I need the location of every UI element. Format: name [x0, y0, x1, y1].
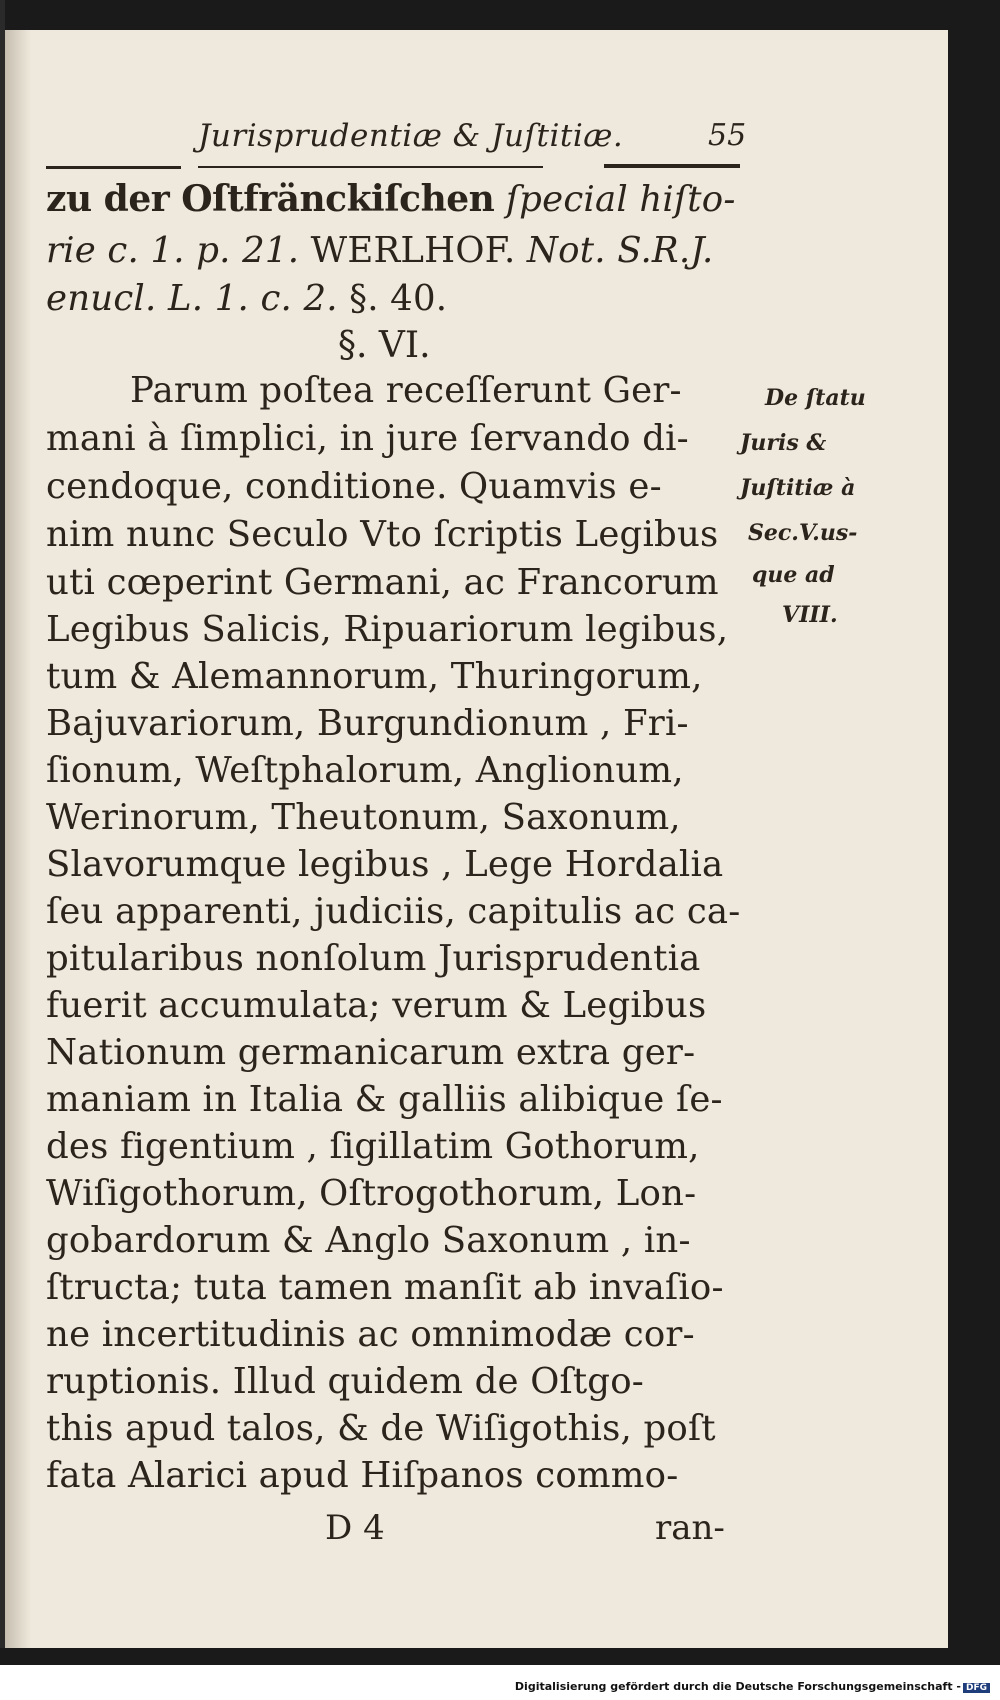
body-line: cendoque, conditione. Quamvis e- — [46, 466, 662, 507]
dfg-logo: DFG — [963, 1683, 990, 1693]
marginal-note-line: Juris & — [740, 430, 827, 456]
body-line: this apud talos, & de Wiſigothis, poſt — [46, 1408, 716, 1449]
body-line: Wiſigothorum, Oſtrogothorum, Lon- — [46, 1173, 697, 1214]
body-line: fata Alarici apud Hiſpanos commo- — [46, 1455, 679, 1496]
body-line: ne incertitudinis ac omnimodæ cor- — [46, 1314, 695, 1355]
italic-text: rie c. 1. p. 21. — [46, 230, 300, 271]
scan-border-right — [948, 0, 1000, 1665]
body-line: ſionum, Weſtphalorum, Anglionum, — [46, 750, 684, 791]
header-rule-right — [604, 164, 740, 168]
funding-credit-text: Digitalisierung gefördert durch die Deutsche Forschungsgemeinschaft - — [514, 1680, 961, 1693]
italic-text: enucl. L. 1. c. 2. — [46, 278, 338, 319]
marginal-note-line: Juſtitiæ à — [740, 475, 856, 501]
paragraph-ref: §. 40. — [337, 278, 448, 319]
reference-line — [46, 178, 736, 220]
signature-mark: D 4 — [325, 1508, 385, 1548]
italic-text: ſpecial hiſto- — [494, 179, 736, 220]
body-line: Nationum germanicarum extra ger- — [46, 1032, 696, 1073]
scan-border-bottom — [0, 1648, 948, 1665]
body-line: gobardorum & Anglo Saxonum , in- — [46, 1220, 691, 1261]
body-line: Legibus Salicis, Ripuariorum legibus, — [46, 609, 729, 650]
reference-line — [46, 230, 714, 271]
body-line: Werinorum, Theutonum, Saxonum, — [46, 797, 681, 838]
running-title: Jurisprudentiæ & Juſtitiæ. — [198, 118, 624, 154]
marginal-note-line: VIII. — [782, 602, 838, 628]
italic-text: Not. S.R.J. — [526, 230, 714, 271]
body-line: tum & Alemannorum, Thuringorum, — [46, 656, 703, 697]
body-line: Bajuvariorum, Burgundionum , Fri- — [46, 703, 689, 744]
header-rule-left — [46, 166, 181, 169]
body-line: nim nunc Seculo Vto ſcriptis Legibus — [46, 514, 719, 555]
body-line: maniam in Italia & galliis alibique ſe- — [46, 1079, 723, 1120]
marginal-note-line: Sec.V.us- — [748, 520, 858, 546]
body-line: des figentium , ſigillatim Gothorum, — [46, 1126, 700, 1167]
scan-border-top — [0, 0, 1000, 30]
fraktur-text: zu der Oſtfränckiſchen — [46, 178, 495, 220]
body-line: uti cœperint Germani, ac Francorum — [46, 562, 719, 603]
book-page — [5, 30, 948, 1648]
body-line: ſeu apparenti, judiciis, capitulis ac ca- — [46, 891, 741, 932]
body-line: Slavorumque legibus , Lege Hordalia — [46, 844, 724, 885]
page-number: 55 — [708, 118, 747, 153]
section-heading: §. VI. — [338, 325, 431, 366]
body-line: fuerit accumulata; verum & Legibus — [46, 985, 707, 1026]
catchword: ran- — [655, 1508, 725, 1548]
funding-credit — [515, 1680, 990, 1693]
body-line: ſtructa; tuta tamen manſit ab invaſio- — [46, 1267, 724, 1308]
body-line: Parum poſtea receſſerunt Ger- — [130, 370, 682, 411]
marginal-note-line: De ſtatu — [765, 385, 866, 411]
author-name: WERLHOF. — [299, 230, 527, 271]
body-line: mani à ſimplici, in jure ſervando di- — [46, 418, 689, 459]
reference-line — [46, 278, 447, 319]
marginal-note-line: que ad — [752, 562, 835, 588]
body-line: pitularibus nonſolum Jurisprudentia — [46, 938, 701, 979]
body-line: ruptionis. Illud quidem de Oſtgo- — [46, 1361, 645, 1402]
header-rule-mid — [198, 166, 543, 168]
